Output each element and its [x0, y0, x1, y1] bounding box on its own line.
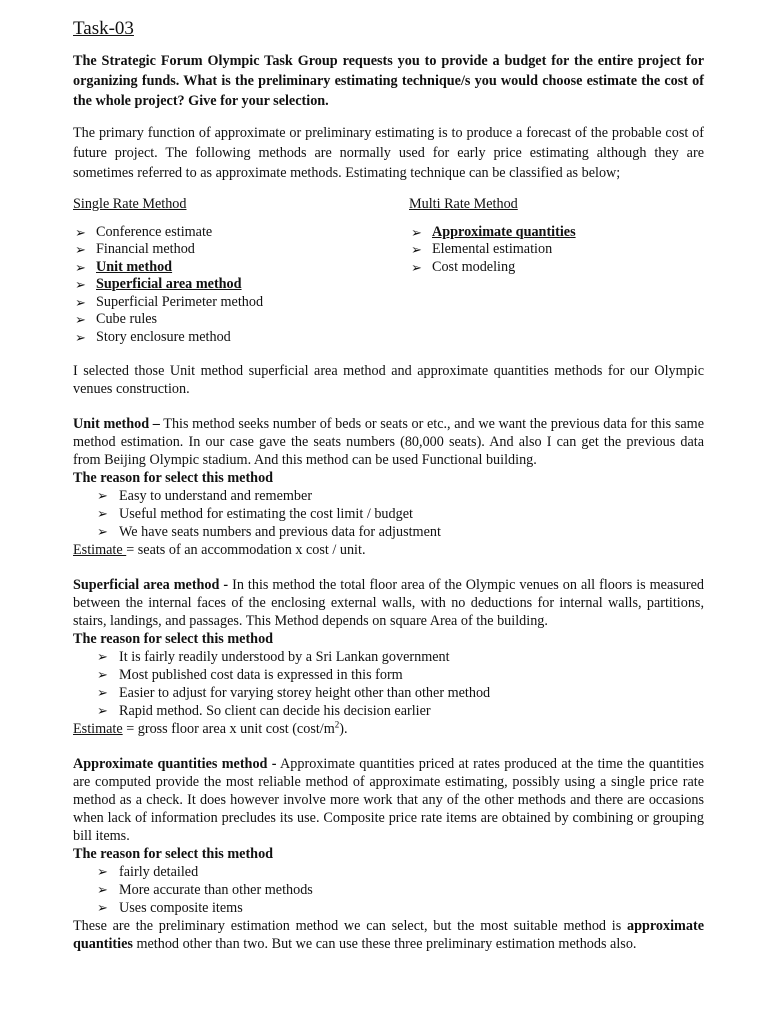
- list-item: ➢ Uses composite items: [97, 899, 243, 916]
- unit-reasons-list: [73, 487, 704, 541]
- superficial-method-paragraph: Superficial area method - In this method the total floor area of the Olympic venues on all floors is measured between the internal faces of the enclosing external walls, with no deductions for internal walls, partitions, stairs, landings, and passages. This Method depends on square Area of the building.: [73, 576, 705, 629]
- arrow-bullet-icon: ➢: [75, 242, 86, 258]
- multi-rate-heading: Multi Rate Method: [409, 195, 518, 212]
- list-item: ➢ Useful method for estimating the cost limit / budget: [97, 505, 413, 522]
- single-rate-column: [73, 194, 409, 362]
- approx-method-paragraph: Approximate quantities method - Approximate quantities priced at rates produced at the time the quantities are computed provide the most reliable method of approximate estimating, possibly using a single price rate method as a check. It does however involve more work that any of the other methods and there are occasions when lack of information precludes its use. Composite price rate items are obtained by combining or grouping bill items.: [73, 755, 704, 844]
- list-item: ➢ Financial method: [75, 241, 195, 258]
- single-rate-list: [73, 224, 409, 347]
- task-question: The Strategic Forum Olympic Task Group requests you to provide a budget for the entire project for organizing funds. What is the preliminary estimating technique/s you would choose estimate the cost of the whole project? Give for your selection.: [73, 52, 704, 109]
- arrow-bullet-icon: ➢: [75, 312, 86, 328]
- arrow-bullet-icon: ➢: [411, 242, 422, 258]
- approx-method-heading: Approximate quantities method -: [73, 755, 277, 772]
- list-item: ➢ Unit method: [75, 258, 173, 275]
- list-item: ➢ Conference estimate: [75, 223, 213, 240]
- arrow-bullet-icon: ➢: [75, 294, 86, 310]
- list-item: ➢ It is fairly readily understood by a Sri Lankan government: [97, 648, 450, 665]
- list-item: ➢ Story enclosure method: [75, 328, 231, 345]
- approx-reasons-list: [73, 863, 704, 917]
- arrow-bullet-icon: ➢: [97, 523, 108, 539]
- arrow-bullet-icon: ➢: [75, 329, 86, 345]
- arrow-bullet-icon: ➢: [411, 259, 422, 275]
- arrow-bullet-icon: ➢: [97, 666, 108, 682]
- page-title: Task-03: [73, 18, 134, 39]
- list-item: ➢ Cube rules: [75, 311, 158, 328]
- superficial-estimate-formula: Estimate = gross floor area x unit cost $(\cos t/m^2)$.: [73, 718, 348, 737]
- list-item: ➢ We have seats numbers and previous data for adjustment: [97, 523, 441, 540]
- arrow-bullet-icon: ➢: [411, 224, 422, 240]
- conclusion-paragraph: These are the preliminary estimation method we can select, but the most suitable method is approximate quantities method other than two. But we can use these three preliminary estimation methods also.: [73, 917, 704, 952]
- multi-rate-column: [409, 194, 704, 362]
- list-item: ➢ Superficial Perimeter method: [75, 293, 264, 310]
- list-item: ➢ Approximate quantities: [411, 223, 576, 240]
- arrow-bullet-icon: ➢: [97, 863, 108, 879]
- arrow-bullet-icon: ➢: [97, 505, 108, 521]
- list-item: ➢ Most published cost data is expressed in this form: [97, 666, 403, 683]
- unit-method-heading: Unit method –: [73, 415, 160, 432]
- list-item: ➢ Easier to adjust for varying storey height other than other method: [97, 684, 491, 701]
- unit-reason-heading: The reason for select this method: [73, 469, 274, 486]
- unit-estimate-formula: Estimate = seats of an accommodation x cost / unit.: [73, 541, 366, 558]
- list-item: ➢ Easy to understand and remember: [97, 487, 313, 504]
- arrow-bullet-icon: ➢: [97, 684, 108, 700]
- unit-method-paragraph: Unit method – This method seeks number of beds or seats or etc., and we want the previous data for this same method estimation. In our case gave the seats numbers (80,000 seats). And also I can get the previous data from Beijing Olympic stadium. And this method can be used Functional building.: [73, 415, 704, 468]
- arrow-bullet-icon: ➢: [75, 277, 86, 293]
- list-item: ➢ Rapid method. So client can decide his decision earlier: [97, 702, 431, 719]
- intro-paragraph: The primary function of approximate or preliminary estimating is to produce a forecast of the probable cost of future project. The following methods are normally used for early price estimating although they are sometimes referred to as approximate methods. Estimating technique can be classified as below;: [73, 124, 704, 182]
- list-item: ➢ Cost modeling: [411, 258, 516, 275]
- list-item: ➢ fairly detailed: [97, 863, 199, 880]
- arrow-bullet-icon: ➢: [75, 259, 86, 275]
- arrow-bullet-icon: ➢: [97, 702, 108, 718]
- arrow-bullet-icon: ➢: [97, 487, 108, 503]
- single-rate-heading: Single Rate Method: [73, 195, 187, 212]
- superficial-method-heading: Superficial area method -: [73, 576, 229, 593]
- arrow-bullet-icon: ➢: [75, 224, 86, 240]
- arrow-bullet-icon: ➢: [97, 648, 108, 664]
- list-item: ➢ Elemental estimation: [411, 241, 553, 258]
- list-item: ➢ Superficial area method: [75, 276, 242, 293]
- document-page: [73, 18, 704, 953]
- list-item: ➢ More accurate than other methods: [97, 881, 313, 898]
- superficial-reason-heading: The reason for select this method: [73, 630, 274, 647]
- selection-paragraph: I selected those Unit method superficial area method and approximate quantities methods for our Olympic venues construction.: [73, 362, 704, 397]
- arrow-bullet-icon: ➢: [97, 881, 108, 897]
- multi-rate-list: [409, 224, 704, 277]
- arrow-bullet-icon: ➢: [97, 899, 108, 915]
- method-columns: [73, 194, 704, 362]
- superficial-reasons-list: [73, 648, 704, 720]
- approx-reason-heading: The reason for select this method: [73, 845, 274, 862]
